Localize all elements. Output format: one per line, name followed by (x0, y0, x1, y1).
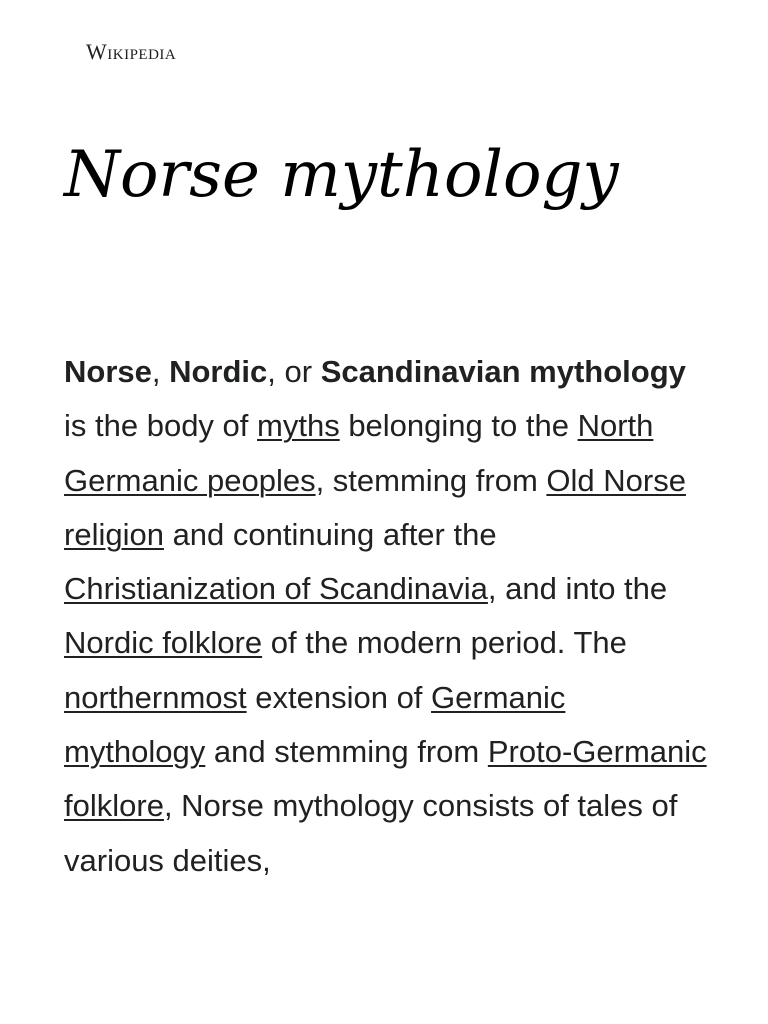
article-content (64, 345, 714, 888)
link-north-germanic-peoples[interactable]: North Germanic peoples (64, 408, 654, 498)
paragraph-text: extension of (246, 679, 432, 715)
link-germanic-mythology[interactable]: Germanic mythology (64, 679, 566, 770)
page-title: Norse mythology (64, 138, 619, 212)
bold-term: Nordic (169, 354, 268, 389)
lead-paragraph (64, 345, 714, 888)
paragraph-text: and continuing after the (163, 516, 497, 552)
wikipedia-wordmark[interactable]: Wikipedia (86, 39, 177, 64)
link-nordic-folklore[interactable]: Nordic folklore (64, 625, 263, 661)
link-myths[interactable]: myths (257, 408, 340, 444)
bold-term: Norse (64, 354, 152, 389)
link-proto-germanic-folklore[interactable]: Proto-Germanic folklore (64, 734, 707, 824)
paragraph-text: , Norse mythology consists of tales of various deities, (64, 788, 678, 878)
paragraph-text: , or (267, 354, 321, 389)
paragraph-text: , stemming from (315, 462, 547, 498)
paragraph-text: of the modern period. The (262, 625, 627, 661)
paragraph-text: , and into the (487, 571, 668, 607)
link-christianization-of-scandinavia[interactable]: Christianization of Scandinavia (64, 571, 488, 607)
paragraph-text: and stemming from (205, 734, 488, 770)
site-header (86, 36, 176, 68)
bold-term: Scandinavian mythology (320, 354, 686, 389)
paragraph-text: , (151, 354, 170, 389)
link-northernmost[interactable]: northernmost (64, 679, 247, 715)
paragraph-text: belonging to the (339, 408, 578, 444)
paragraph-text: is the body of (64, 408, 258, 444)
link-old-norse-religion[interactable]: Old Norse religion (64, 462, 686, 552)
